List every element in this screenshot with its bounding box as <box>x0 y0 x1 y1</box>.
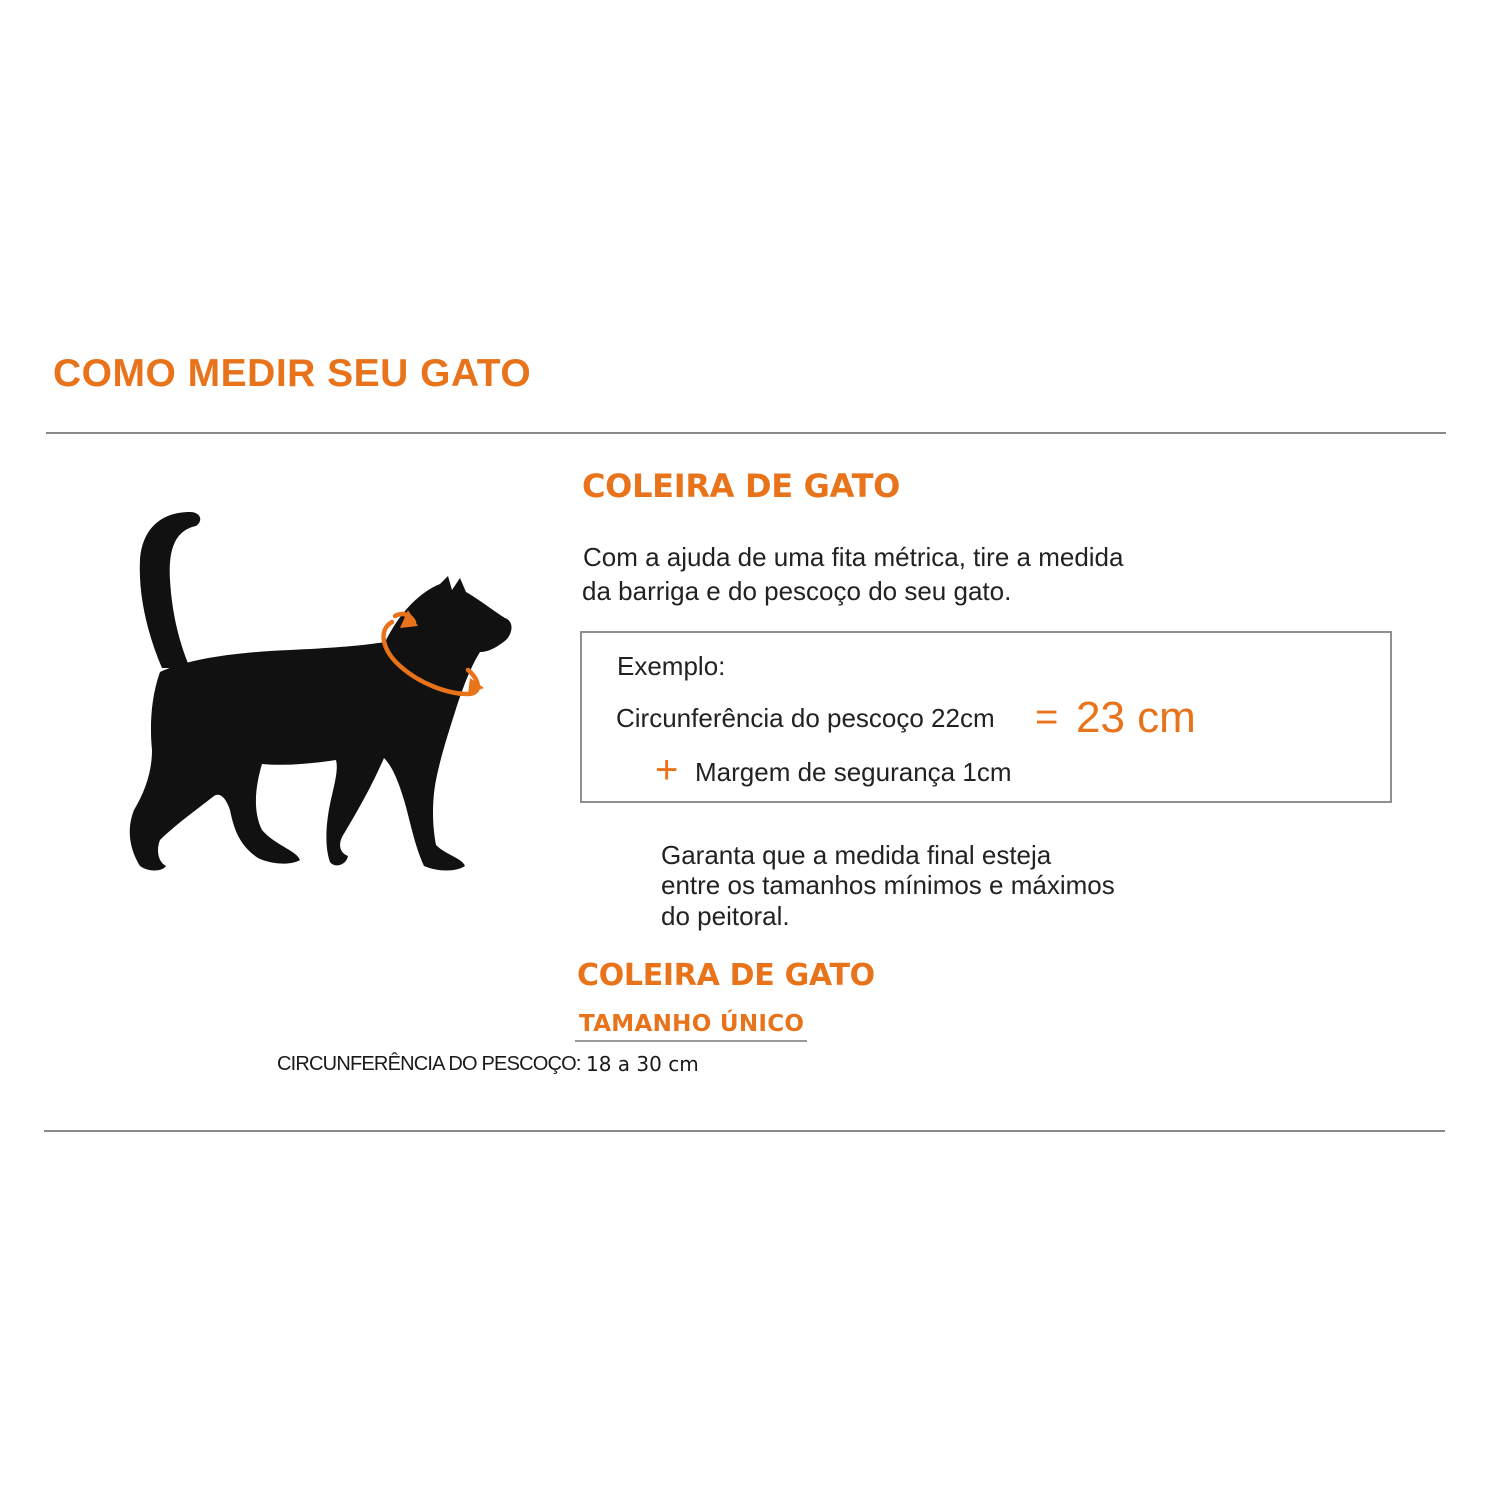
cat-silhouette-icon <box>118 505 528 880</box>
intro-text-line: Com a ajuda de uma fita métrica, tire a medida <box>583 542 1124 572</box>
equals-sign: = <box>1035 695 1059 739</box>
subtitle-underline <box>575 1040 807 1042</box>
neck-size-label: CIRCUNFERÊNCIA DO PESCOÇO: <box>277 1053 581 1075</box>
neck-size-value: 18 a 30 cm <box>586 1052 699 1076</box>
bottom-divider <box>44 1130 1445 1132</box>
collar-section-title: COLEIRA DE GATO <box>582 467 901 505</box>
note-text-line: do peitoral. <box>661 901 790 931</box>
result-value: 23 cm <box>1076 693 1196 742</box>
note-text-line: entre os tamanhos mínimos e máximos <box>661 870 1115 900</box>
neck-measure-text: Circunferência do pescoço 22cm <box>616 703 995 733</box>
top-divider <box>46 432 1446 434</box>
note-text-line: Garanta que a medida final esteja <box>661 840 1052 870</box>
safety-margin-text: Margem de segurança 1cm <box>695 757 1012 787</box>
size-table-subtitle: TAMANHO ÚNICO <box>579 1011 805 1037</box>
plus-sign: + <box>655 748 679 792</box>
example-label: Exemplo: <box>617 651 726 681</box>
size-table-title: COLEIRA DE GATO <box>577 958 875 993</box>
page-title: COMO MEDIR SEU GATO <box>53 352 532 395</box>
intro-text-line: da barriga e do pescoço do seu gato. <box>582 576 1012 606</box>
